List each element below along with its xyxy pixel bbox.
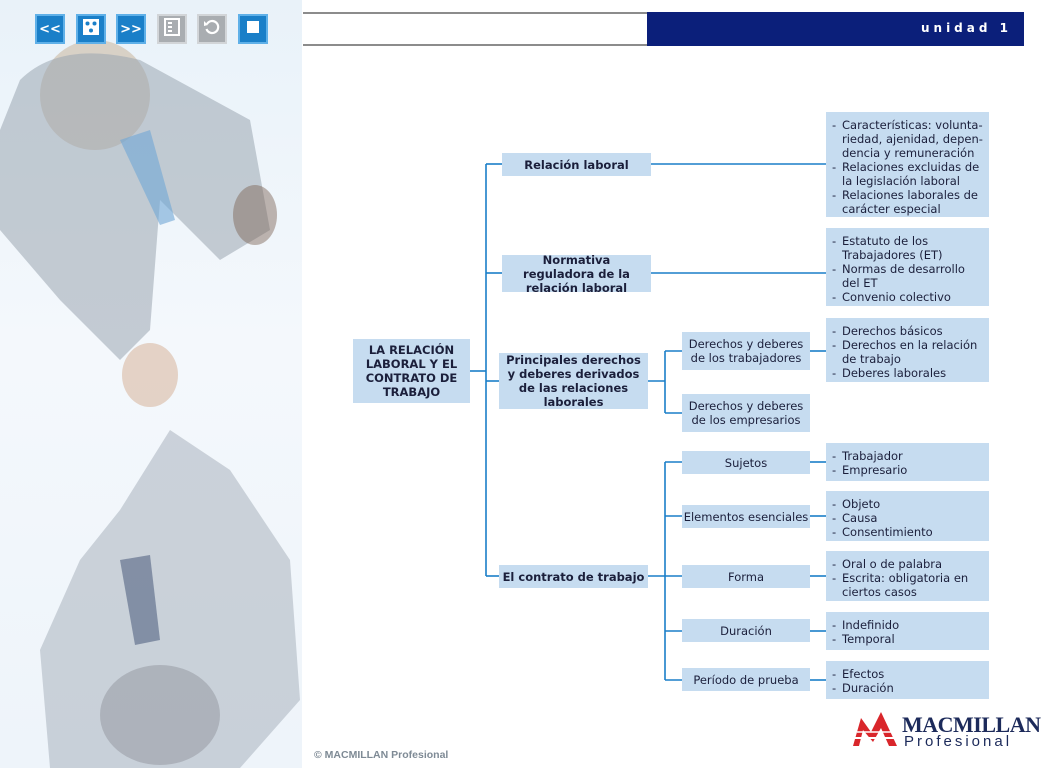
sub-duracion: [682, 619, 810, 642]
previous-label: <<: [39, 21, 61, 37]
detail-item: - Duración: [832, 681, 894, 695]
branch-label: Normativa reguladora de la relación laboral: [523, 252, 630, 295]
branch-contrato: [499, 565, 648, 588]
sub-label: Período de prueba: [693, 672, 799, 687]
detail-forma: [826, 551, 989, 601]
root-box: [353, 339, 470, 403]
detail-item: - Objeto: [832, 497, 933, 511]
copyright-text: © MACMILLAN Profesional: [314, 749, 449, 761]
detail-sujetos: [826, 443, 989, 481]
branch-label: Relación laboral: [524, 157, 629, 172]
detail-item: - Deberes laborales: [832, 366, 985, 380]
detail-item: - Consentimiento: [832, 525, 933, 539]
sub-label: Derechos y deberes de los trabajadores: [688, 337, 804, 365]
next-label: >>: [120, 21, 142, 37]
detail-item: - Indefinido: [832, 618, 899, 632]
sub-label: Elementos esenciales: [683, 509, 809, 524]
sub-label: Forma: [727, 569, 765, 584]
sub-label: Derechos y deberes de los empresarios: [688, 399, 804, 427]
sub-label: Duración: [720, 623, 772, 638]
detail-item: - Relaciones laborales de carácter especial: [832, 188, 985, 216]
branch-normativa: [502, 252, 651, 295]
detail-item: - Trabajador: [832, 449, 907, 463]
sub-derechos-trabajadores: [682, 332, 810, 370]
detail-item: - Escrita: obligatoria en ciertos casos: [832, 571, 985, 599]
detail-elementos: [826, 491, 989, 541]
root-label: LA RELACIÓN LABORAL Y EL CONTRATO DE TRABAJO: [365, 343, 458, 399]
branch-label: Principales derechos y deberes derivados de las relaciones laborales: [506, 353, 641, 409]
detail-item: - Convenio colectivo: [832, 290, 985, 304]
detail-item: - Derechos básicos: [832, 324, 985, 338]
macmillan-logo-icon: [851, 708, 899, 748]
unit-label: unidad 1: [920, 21, 1012, 35]
detail-duracion: [826, 612, 989, 650]
logo-wordmark: MACMILLAN: [902, 712, 1041, 737]
detail-item: - Oral o de palabra: [832, 557, 985, 571]
detail-item: - Estatuto de los Trabajadores (ET): [832, 234, 985, 262]
sub-sujetos: [682, 451, 810, 474]
detail-item: - Relaciones excluidas de la legislación laboral: [832, 160, 985, 188]
detail-item: - Normas de desarrollo del ET: [832, 262, 985, 290]
detail-derechos-trabajadores: [826, 318, 989, 382]
detail-item: - Efectos: [832, 667, 894, 681]
detail-item: - Derechos en la relación de trabajo: [832, 338, 985, 366]
detail-item: - Empresario: [832, 463, 907, 477]
detail-normativa: [826, 228, 989, 306]
branch-derechos-deberes: [499, 353, 648, 409]
branch-relacion-laboral: [502, 153, 651, 176]
detail-item: - Características: volunta-riedad, ajenidad, depen-dencia y remuneración: [832, 118, 985, 160]
detail-item: - Temporal: [832, 632, 899, 646]
detail-periodo-prueba: [826, 661, 989, 699]
detail-item: - Causa: [832, 511, 933, 525]
logo-subtitle: Profesional: [904, 733, 1013, 750]
sub-forma: [682, 565, 810, 588]
sub-label: Sujetos: [724, 455, 768, 470]
sub-elementos-esenciales: [682, 505, 810, 528]
sub-periodo-prueba: [682, 668, 810, 691]
branch-label: El contrato de trabajo: [502, 569, 645, 584]
detail-relacion-laboral: [826, 112, 989, 217]
sub-derechos-empresarios: [682, 394, 810, 432]
